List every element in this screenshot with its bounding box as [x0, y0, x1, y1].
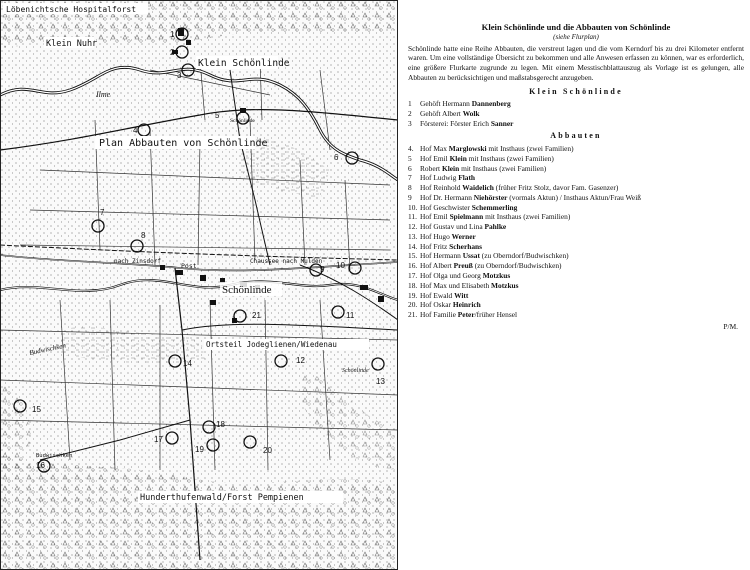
list-item-number: 12.: [408, 222, 418, 232]
list-item-text: Hof Dr. Hermann: [420, 192, 474, 202]
list-item-name: Sanner: [490, 118, 514, 128]
list-item-number: 13.: [408, 231, 418, 241]
marker-label-4: 4: [133, 126, 138, 135]
list-item-number: 3: [408, 118, 412, 128]
marker-label-3: 3: [177, 71, 182, 80]
list-item-name: Witt: [454, 290, 469, 300]
marker-label-19: 19: [195, 445, 204, 454]
list-item-number: 2: [408, 108, 412, 118]
list-item-number: 15.: [408, 251, 418, 261]
list-item-text: Hof Geschwister: [420, 202, 472, 212]
list-item-text: Gehöft Albert: [420, 108, 463, 118]
list-item-number: 16.: [408, 261, 418, 271]
marker-label-21: 21: [252, 311, 261, 320]
list-item-text: Hof Olga und Georg: [420, 270, 483, 280]
list-item: [408, 173, 744, 183]
list-item: [408, 271, 744, 281]
marker-label-20: 20: [263, 446, 272, 455]
marker-label-7: 7: [100, 208, 105, 217]
list-item-name: Niehörster: [473, 192, 508, 202]
marker-label-12: 12: [296, 356, 305, 365]
list-item-text: Hof Hermann: [420, 251, 463, 261]
marker-label-2: 2: [170, 48, 175, 57]
list-item-note: /früher Hensel: [474, 310, 518, 320]
list-item-note: (früher Fritz Stolz, davor Fam. Gasenzer): [493, 183, 619, 193]
list-item-number: 20.: [408, 300, 418, 310]
text-column: [408, 22, 744, 331]
list-item-note: (zu Oberndorf/Budwischken): [479, 251, 569, 261]
list-item-name: Klein: [441, 163, 460, 173]
list-item-number: 8: [408, 183, 412, 193]
label-plan-title: Plan Abbauten von Schönlinde: [99, 138, 268, 149]
list-item-number: 19.: [408, 290, 418, 300]
list-item-name: Spielmann: [449, 212, 484, 222]
list-item-number: 10.: [408, 202, 418, 212]
list-item-text: Gehöft Hermann: [420, 99, 472, 109]
list-item: [408, 144, 744, 154]
list-item-number: 9: [408, 192, 412, 202]
klein-list: [408, 99, 744, 128]
label-post: Post: [181, 262, 197, 270]
list-item-name: Motzkus: [482, 270, 511, 280]
list-item: [408, 281, 744, 291]
list-item-name: Pahlke: [484, 222, 507, 232]
label-schoenlinde: Schönlinde: [222, 284, 272, 296]
list-item-name: Wolk: [462, 108, 480, 118]
marker-label-10: 10: [336, 261, 345, 270]
marker-label-18: 18: [216, 420, 225, 429]
list-item: [408, 300, 744, 310]
list-item-name: Scherhans: [449, 241, 483, 251]
marker-label-6: 6: [334, 153, 339, 162]
list-item-note: (zu Oberndorf/Budwischken): [472, 261, 562, 271]
marker-label-8: 8: [141, 231, 146, 240]
list-item: [408, 119, 744, 129]
list-item-text: Hof Ludwig: [420, 173, 459, 183]
marker-label-1: 1: [170, 30, 175, 39]
list-item-text: Hof Albert: [420, 261, 454, 271]
list-item-text: Hof Emil: [420, 153, 450, 163]
list-item: [408, 109, 744, 119]
list-item-number: 18.: [408, 280, 418, 290]
list-item-text: Hof Familie: [420, 310, 458, 320]
list-item-name: Werner: [451, 231, 476, 241]
marker-label-15: 15: [32, 405, 41, 414]
list-item: [408, 203, 744, 213]
label-klein-schoenlinde: Klein Schönlinde: [198, 58, 290, 69]
list-item-name: Marglowski: [448, 144, 487, 154]
list-item-text: Hof Emil: [420, 212, 450, 222]
list-item-number: 4.: [408, 144, 414, 154]
label-schoenlinde-right: Schönlinde: [342, 368, 369, 374]
label-ortsteil: Ortsteil Jodeglienen/Wiedenau: [206, 340, 337, 349]
list-item: [408, 291, 744, 301]
list-item-note: mit Insthaus (zwei Familien): [466, 153, 554, 163]
list-item-note: (vormals Aktun) / Insthaus Aktun/Frau Weiß: [507, 192, 641, 202]
list-item: [408, 164, 744, 174]
list-item-name: Motzkus: [491, 280, 519, 290]
page-subtitle: (siehe Flurplan): [553, 33, 599, 42]
list-item-number: 17.: [408, 270, 418, 280]
label-nach-zinsdorf: nach Zinsdorf: [114, 258, 161, 265]
list-item: [408, 193, 744, 203]
list-item-name: Ussat: [462, 251, 480, 261]
list-item-name: Preuß: [453, 261, 473, 271]
list-item: [408, 261, 744, 271]
section-heading-klein: Klein Schönlinde: [529, 86, 623, 96]
list-item: [408, 183, 744, 193]
list-item-number: 6: [408, 163, 412, 173]
list-item-text: Försterei: Förster Erich: [420, 118, 491, 128]
section-heading-abbauten: Abbauten: [550, 131, 602, 141]
list-item-text: Hof Hugo: [420, 231, 452, 241]
list-item: [408, 212, 744, 222]
list-item-text: Hof Ewald: [420, 290, 455, 300]
list-item-number: 1: [408, 99, 412, 109]
list-item-text: Hof Gustav und Lina: [420, 222, 485, 232]
list-item-number: 21.: [408, 310, 418, 320]
list-item: [408, 310, 744, 320]
list-item-number: 14.: [408, 241, 418, 251]
list-item: [408, 99, 744, 109]
list-item-text: Hof Reinhold: [420, 183, 463, 193]
list-item-name: Schemmerling: [471, 202, 518, 212]
list-item-note: mit Insthaus (zwei Familien): [486, 144, 574, 154]
list-item-name: Peter: [457, 310, 475, 320]
intro-paragraph: Schönlinde hatte eine Reihe Abbauten, die verstreut lagen und die vom Kerndorf bis zu drei Kilometer entfernt waren. Um eine vollständige Übersicht zu bekommen und alle Anwesen erfassen zu können, war es erforderlich, eine größere Flurkarte zugrunde zu legen. Mit einem Messtischblattauszug als Vorlage ist es gelungen, alle Abbauten zu berücksichtigen und maßstabsgerecht anzugeben.: [408, 43, 744, 82]
label-chaussee: Chaussee nach Mulden: [250, 258, 323, 265]
marker-label-17: 17: [154, 435, 163, 444]
list-item: [408, 232, 744, 242]
list-item-text: Robert: [420, 163, 442, 173]
marker-label-11: 11: [346, 311, 355, 320]
page-title: Klein Schönlinde und die Abbauten von Schönlinde: [481, 22, 671, 32]
list-item: [408, 242, 744, 252]
list-item-name: Waidelich: [462, 183, 494, 193]
list-item-name: Flath: [458, 173, 476, 183]
list-item-text: Hof Max: [420, 144, 449, 154]
label-ilme: Ilme: [96, 90, 111, 99]
marker-label-13: 13: [376, 377, 385, 386]
signature: P/M.: [723, 322, 738, 331]
list-item-note: mit Insthaus (zwei Familien): [483, 212, 571, 222]
list-item: [408, 154, 744, 164]
label-forest-north: Löbenichtsche Hospitalforst: [6, 5, 137, 14]
list-item-text: Hof Fritz: [420, 241, 450, 251]
marker-label-16: 16: [36, 461, 45, 470]
list-item-name: Heinrich: [452, 300, 481, 310]
list-item-number: 5: [408, 153, 412, 163]
list-item: [408, 251, 744, 261]
list-item-note: mit Insthaus (zwei Familien): [459, 163, 547, 173]
label-klein-nuhr: Klein Nuhr: [46, 39, 98, 49]
list-item-number: 11.: [408, 212, 417, 222]
list-item-text: Hof Oskar: [420, 300, 453, 310]
marker-label-14: 14: [183, 359, 192, 368]
abbauten-list: [408, 144, 744, 320]
list-item-name: Dannenberg: [471, 99, 511, 109]
marker-label-5: 5: [215, 111, 220, 120]
label-forest-south: Hunderthufenwald/Forst Pempienen: [140, 493, 304, 503]
label-budwischken: Budwischken: [28, 341, 67, 357]
marker-label-9: 9: [320, 265, 325, 274]
list-item-number: 7: [408, 173, 412, 183]
list-item-text: Hof Max und Elisabeth: [420, 280, 492, 290]
list-item-name: Klein: [449, 153, 467, 163]
label-budwischken-small: Budwischken: [36, 453, 73, 459]
list-item: [408, 222, 744, 232]
label-schoenlinde-small: Schönlinde: [230, 118, 255, 124]
